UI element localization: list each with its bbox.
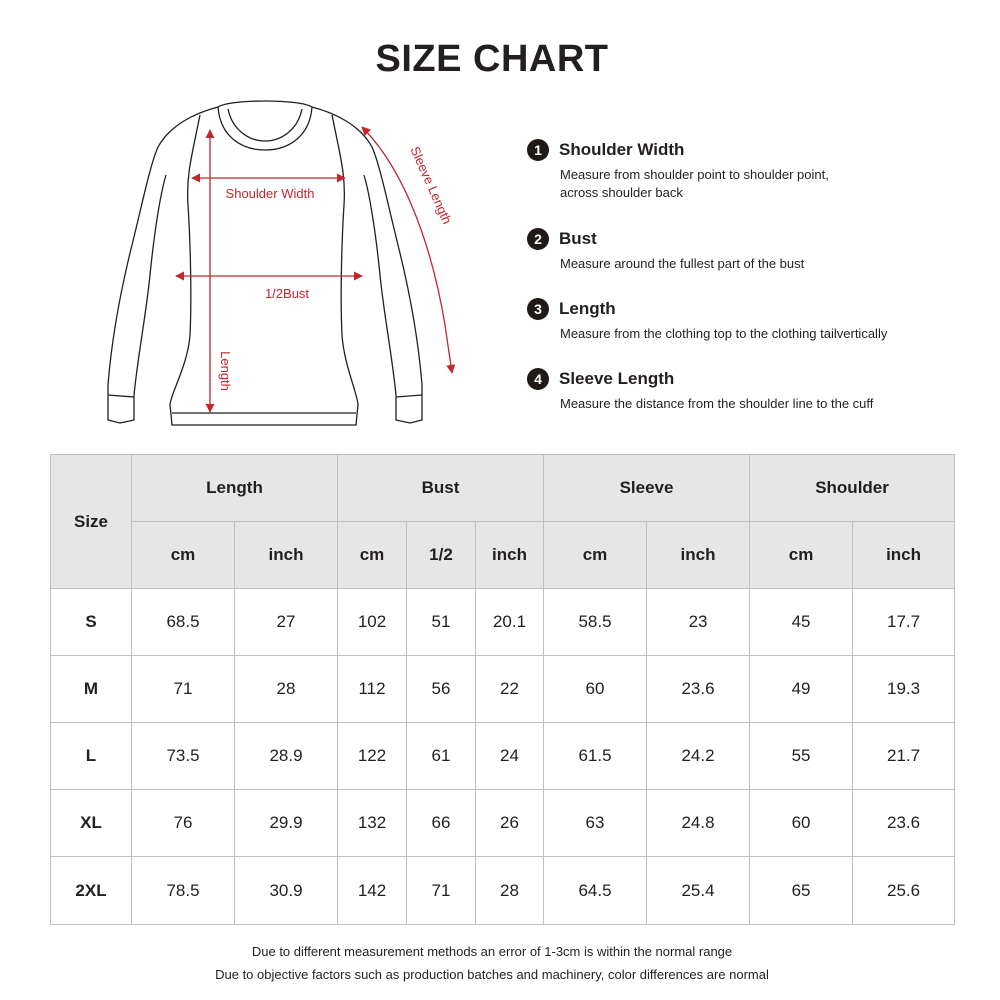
table-cell: 122	[338, 723, 407, 790]
table-row	[51, 790, 955, 857]
number-badge: 3	[527, 298, 549, 320]
table-cell: 71	[132, 656, 235, 723]
table-cell: 25.4	[647, 857, 750, 925]
group-header-sleeve: Sleeve	[544, 455, 750, 522]
table-cell: 45	[750, 589, 853, 656]
note-line: Due to objective factors such as production batches and machinery, color differences are normal	[215, 967, 769, 982]
table-cell: 112	[338, 656, 407, 723]
sleeve-length-label: Sleeve Length	[407, 144, 455, 227]
size-cell: XL	[51, 790, 132, 857]
table-cell: 21.7	[853, 723, 955, 790]
definition-shoulder-width	[527, 138, 967, 202]
definition-sleeve-length	[527, 367, 967, 413]
size-table-body	[51, 589, 955, 925]
unit-header: inch	[235, 522, 338, 589]
table-cell: 24.2	[647, 723, 750, 790]
table-cell: 73.5	[132, 723, 235, 790]
definition-line: across shoulder back	[560, 185, 683, 200]
table-cell: 55	[750, 723, 853, 790]
table-group-header-row	[51, 455, 955, 522]
table-cell: 24.8	[647, 790, 750, 857]
table-cell: 22	[476, 656, 544, 723]
table-cell: 28	[476, 857, 544, 925]
size-cell: 2XL	[51, 857, 132, 925]
table-cell: 30.9	[235, 857, 338, 925]
definition-length	[527, 297, 967, 343]
table-cell: 17.7	[853, 589, 955, 656]
table-cell: 76	[132, 790, 235, 857]
table-cell: 23.6	[853, 790, 955, 857]
table-cell: 28.9	[235, 723, 338, 790]
table-cell: 65	[750, 857, 853, 925]
size-header: Size	[51, 455, 132, 589]
table-cell: 102	[338, 589, 407, 656]
notes	[0, 940, 984, 986]
table-cell: 66	[407, 790, 476, 857]
definition-title: Bust	[559, 229, 597, 248]
definition-description	[560, 255, 960, 273]
sweater-outline	[108, 101, 422, 425]
number-badge: 4	[527, 368, 549, 390]
definition-line: Measure around the fullest part of the bust	[560, 256, 805, 271]
definition-bust	[527, 227, 967, 273]
size-table	[50, 454, 955, 925]
table-cell: 28	[235, 656, 338, 723]
table-row	[51, 723, 955, 790]
group-header-shoulder: Shoulder	[750, 455, 955, 522]
table-unit-header-row	[51, 522, 955, 589]
unit-header: inch	[853, 522, 955, 589]
definition-title: Length	[559, 299, 616, 318]
table-cell: 23.6	[647, 656, 750, 723]
unit-header: 1/2	[407, 522, 476, 589]
table-cell: 29.9	[235, 790, 338, 857]
size-cell: L	[51, 723, 132, 790]
table-cell: 68.5	[132, 589, 235, 656]
definition-line: Measure from the clothing top to the clothing tailvertically	[560, 326, 888, 341]
note-line: Due to different measurement methods an error of 1-3cm is within the normal range	[251, 944, 733, 959]
number-badge: 2	[527, 228, 549, 250]
unit-header: cm	[750, 522, 853, 589]
unit-header: cm	[132, 522, 235, 589]
table-row	[51, 857, 955, 925]
definition-description	[560, 395, 960, 413]
definition-description	[560, 325, 960, 343]
definition-title: Sleeve Length	[559, 369, 675, 388]
table-cell: 71	[407, 857, 476, 925]
table-cell: 60	[750, 790, 853, 857]
length-label: Length	[218, 351, 233, 391]
table-cell: 142	[338, 857, 407, 925]
unit-header: inch	[476, 522, 544, 589]
measurement-lines	[176, 127, 452, 412]
table-cell: 58.5	[544, 589, 647, 656]
table-cell: 78.5	[132, 857, 235, 925]
half-bust-label: 1/2Bust	[264, 286, 310, 301]
table-cell: 49	[750, 656, 853, 723]
definition-line: Measure from shoulder point to shoulder point,	[560, 167, 829, 182]
page-title: SIZE CHART	[375, 38, 609, 80]
shoulder-width-label: Shoulder Width	[225, 186, 315, 201]
table-cell: 26	[476, 790, 544, 857]
table-cell: 20.1	[476, 589, 544, 656]
table-cell: 25.6	[853, 857, 955, 925]
table-cell: 60	[544, 656, 647, 723]
unit-header: cm	[338, 522, 407, 589]
table-cell: 61	[407, 723, 476, 790]
table-cell: 63	[544, 790, 647, 857]
table-cell: 61.5	[544, 723, 647, 790]
unit-header: inch	[647, 522, 750, 589]
table-cell: 132	[338, 790, 407, 857]
table-row	[51, 656, 955, 723]
table-row	[51, 589, 955, 656]
table-cell: 24	[476, 723, 544, 790]
table-cell: 27	[235, 589, 338, 656]
table-cell: 51	[407, 589, 476, 656]
number-badge: 1	[527, 139, 549, 161]
definition-description	[560, 166, 960, 202]
table-cell: 64.5	[544, 857, 647, 925]
table-cell: 19.3	[853, 656, 955, 723]
sweater-diagram	[100, 95, 460, 435]
unit-header: cm	[544, 522, 647, 589]
size-cell: S	[51, 589, 132, 656]
table-cell: 56	[407, 656, 476, 723]
table-cell: 23	[647, 589, 750, 656]
sleeve-length-arrow	[362, 127, 452, 373]
group-header-length: Length	[132, 455, 338, 522]
definition-line: Measure the distance from the shoulder line to the cuff	[560, 396, 874, 411]
definition-title: Shoulder Width	[559, 140, 685, 159]
size-cell: M	[51, 656, 132, 723]
group-header-bust: Bust	[338, 455, 544, 522]
